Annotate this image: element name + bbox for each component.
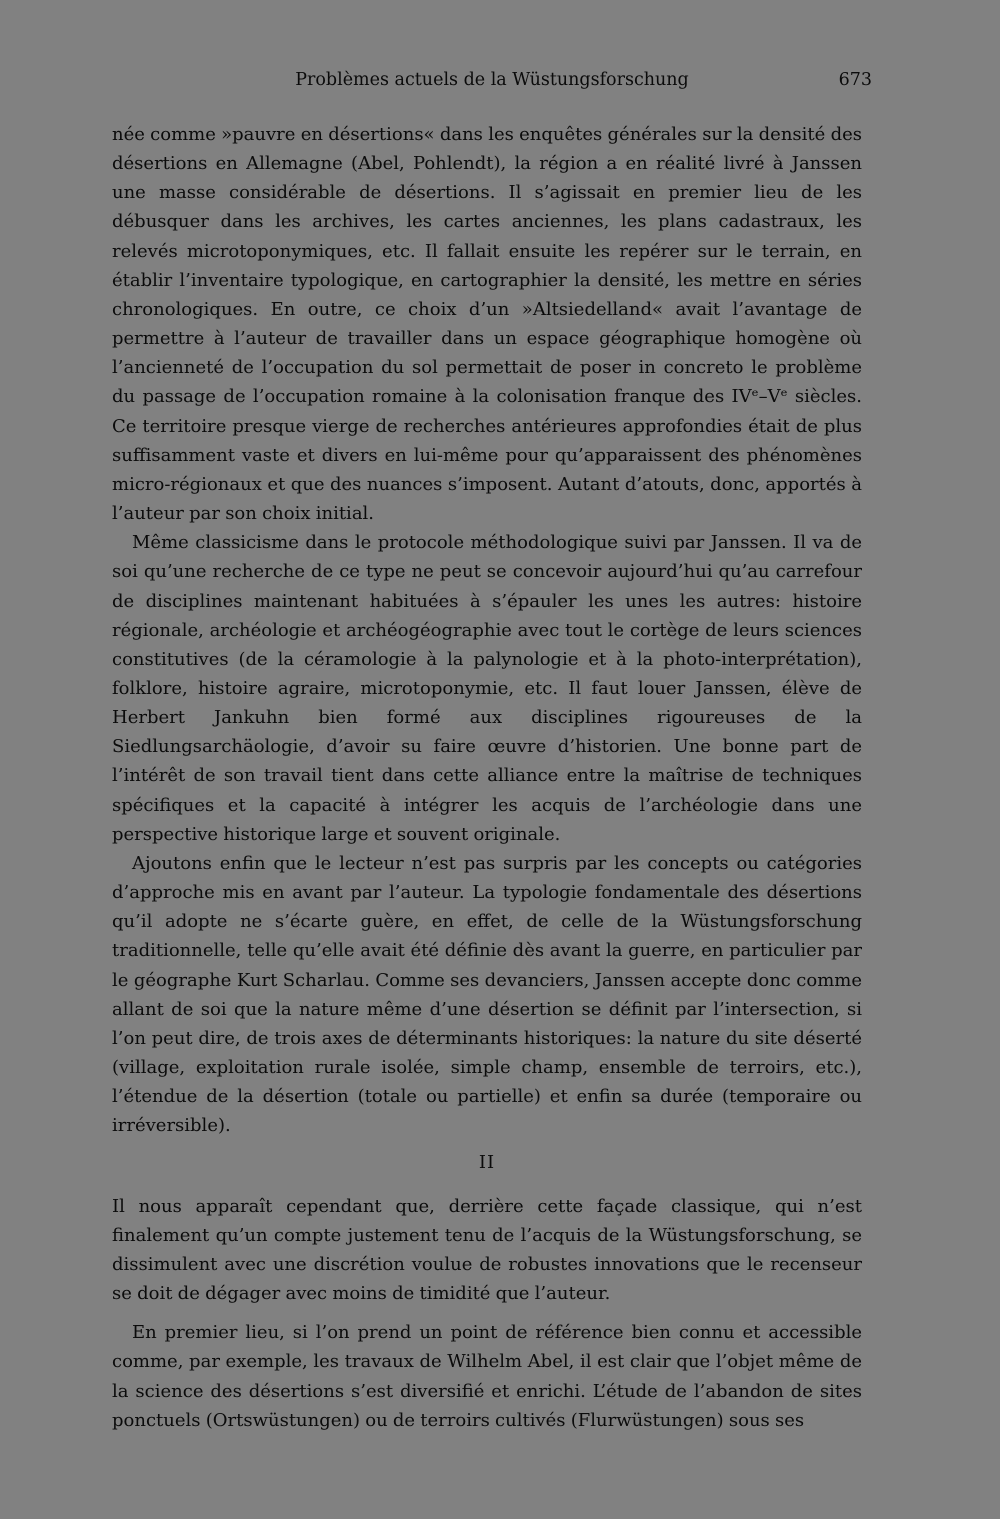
paragraph: Ajoutons enfin que le lecteur n’est pas surpris par les concepts ou catégories d’approche mis en avant par l’auteur. La typologie fondamentale des désertions qu’il adopte ne s’écarte guère, en effet, de celle de la Wüstungsforschung traditionnelle, telle qu’elle avait été définie dès avant la guerre, en particulier par le géographe Kurt Scharlau. Comme ses devanciers, Janssen accepte donc comme allant de soi que la nature même d’une désertion se définit par l’intersection, si l’on peut dire, de trois axes de déterminants historiques: la nature du site déserté (village, exploitation rurale isolée, simple champ, ensemble de terroirs, etc.), l’étendue de la désertion (totale ou partielle) et enfin sa durée (temporaire ou irréversible). bbox=[112, 852, 862, 1137]
page-number: 673 bbox=[838, 70, 872, 90]
section-heading: II bbox=[478, 1152, 496, 1174]
paragraph: Même classicisme dans le protocole méthodologique suivi par Janssen. Il va de soi qu’une recherche de ce type ne peut se concevoir aujourd’hui qu’au carrefour de disciplines maintenant habituées à s’épauler les unes les autres: histoire régionale, archéologie et archéogéographie avec tout le cortège de leurs sciences constitutives (de la céramologie à la palynologie et à la photo-interprétation), folklore, histoire agraire, microtoponymie, etc. Il faut louer Janssen, élève de Herbert Jankuhn bien formé aux disciplines rigoureuses de la Siedlungsarchäologie, d’avoir su faire œuvre d’historien. Une bonne part de l’intérêt de son travail tient dans cette alliance entre la maîtrise de techniques spécifiques et la capacité à intégrer les acquis de l’archéologie dans une perspective historique large et souvent originale. bbox=[112, 532, 862, 845]
paragraph: née comme »pauvre en désertions« dans les enquêtes générales sur la densité des désertions en Allemagne (Abel, Pohlendt), la région a en réalité livré à Janssen une masse considérable de désertions. Il s’agissait en premier lieu de les débusquer dans les archives, les cartes anciennes, les plans cadastraux, les relevés microtoponymiques, etc. Il fallait ensuite les repérer sur le terrain, en établir l’inventaire typologique, en cartographier la densité, les mettre en séries chronologiques. En outre, ce choix d’un »Altsiedelland« avait l’avantage de permettre à l’auteur de travailler dans un espace géographique homogène où l’ancienneté de l’occupation du sol permettait de poser in concreto le problème du passage de l’occupation romaine à la colonisation franque des IVᵉ–Vᵉ siècles. Ce territoire presque vierge de recherches antérieures approfondies était de plus suffisamment vaste et divers en lui-même pour qu’apparaissent des phénomènes micro-régionaux et que des nuances s’imposent. Autant d’atouts, donc, apportés à l’auteur par son choix initial. bbox=[112, 124, 862, 525]
running-title: Problèmes actuels de la Wüstungsforschung bbox=[295, 70, 689, 90]
body-text bbox=[112, 120, 862, 1435]
paragraph: Il nous apparaît cependant que, derrière cette façade classique, qui n’est finalement qu’un compte justement tenu de l’acquis de la Wüstungsforschung, se dissimulent avec une discrétion voulue de robustes innovations que le recenseur se doit de dégager avec moins de timidité que l’auteur. bbox=[112, 1195, 862, 1305]
running-header bbox=[112, 70, 872, 100]
paragraph: En premier lieu, si l’on prend un point de référence bien connu et accessible comme, par exemple, les travaux de Wilhelm Abel, il est clair que l’objet même de la science des désertions s’est diversifié et enrichi. L’étude de l’abandon de sites ponctuels (Ortswüstungen) ou de terroirs cultivés (Flurwüstungen) sous ses bbox=[112, 1322, 862, 1431]
